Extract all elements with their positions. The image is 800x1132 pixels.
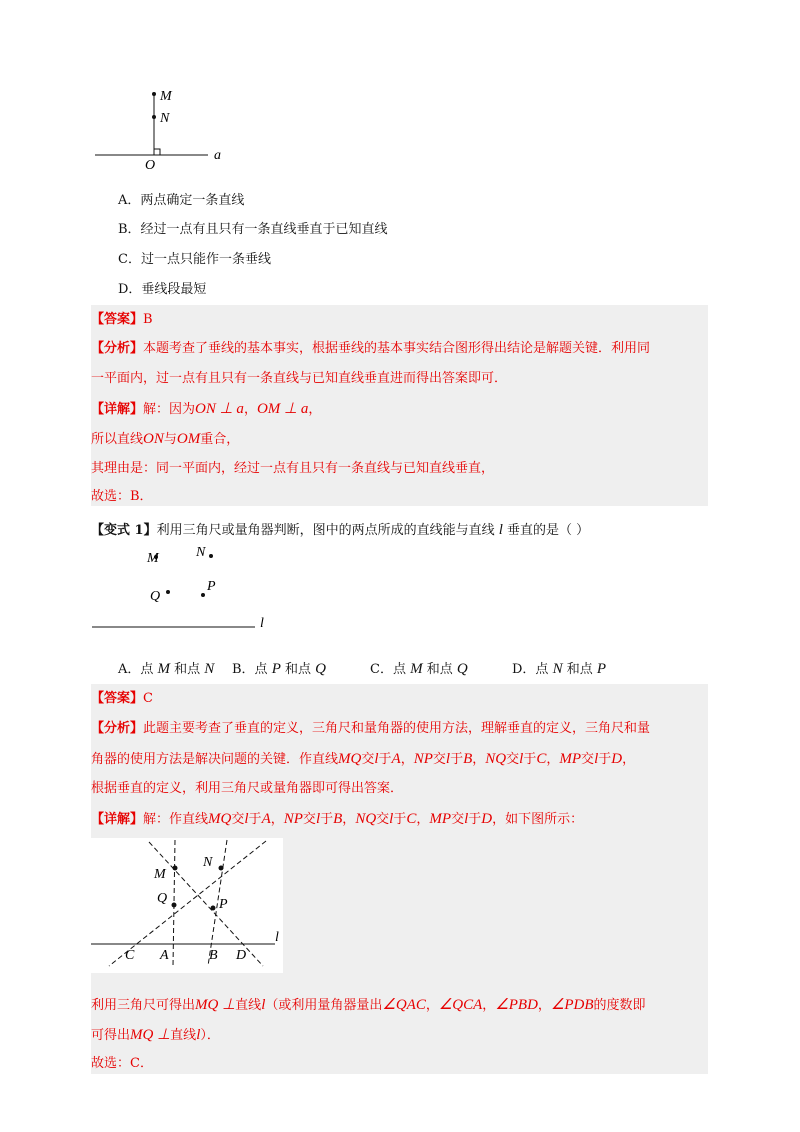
detail-line-1a: 【详解】解：因为ON ⊥ a，OM ⊥ a， (91, 401, 322, 417)
option-2b: B．点 P 和点 Q (232, 661, 326, 677)
label-m: M (147, 551, 159, 566)
label-n: N (203, 855, 213, 870)
point-n (209, 554, 213, 558)
label-m: M (154, 867, 166, 882)
label-o: O (145, 158, 156, 173)
detail-tag: 【详解】 (91, 402, 144, 417)
analysis-line-1b: 一平面内，过一点有且只有一条直线与已知直线垂直进而得出答案即可． (91, 371, 508, 386)
answer-line-2: 【答案】C (91, 691, 153, 706)
label-p: P (219, 897, 228, 912)
label-p: P (207, 579, 216, 594)
label-b: B (209, 948, 218, 963)
label-n: N (196, 545, 206, 560)
point-p (201, 593, 205, 597)
figure-perpendicular-OM (90, 85, 240, 175)
label-l: l (275, 930, 279, 945)
point-n (152, 115, 156, 119)
label-n: N (160, 111, 170, 126)
option-d: D．垂线段最短 (118, 282, 207, 297)
figure-construction (91, 838, 283, 973)
question-2-stem: 【变式 1】利用三角尺或量角器判断，图中的两点所成的直线能与直线 l 垂直的是（ ） (91, 522, 590, 538)
option-c: C．过一点只能作一条垂线 (118, 252, 271, 267)
answer-value: B (143, 312, 153, 327)
label-q: Q (150, 589, 161, 604)
analysis-line-2a: 【分析】此题主要考查了垂直的定义，三角尺和量角器的使用方法，理解垂直的定义，三角尺和量 (91, 721, 651, 736)
detail-line-1c: 其理由是：同一平面内，经过一点有且只有一条直线与已知直线垂直， (91, 461, 495, 476)
point-q (166, 590, 170, 594)
analysis-line-1a: 【分析】本题考查了垂线的基本事实，根据垂线的基本事实结合图形得出结论是解题关键．利用同 (91, 341, 651, 356)
label-a: A (160, 948, 169, 963)
point-m (173, 866, 178, 871)
figure-points-line-l (90, 540, 280, 635)
conclusion-line-b: 可得出MQ ⊥直线l）． (91, 1027, 220, 1043)
detail-line-1d: 故选：B． (91, 489, 153, 504)
point-n (219, 866, 224, 871)
conclusion-line-a: 利用三角尺可得出MQ ⊥直线l（或利用量角器量出∠QAC，∠QCA，∠PBD，∠PDB的度数即 (91, 997, 646, 1013)
detail-line-1b: 所以直线ON与OM重合， (91, 431, 240, 447)
answer-line-1 (91, 311, 153, 329)
answer-tag: 【答案】 (91, 312, 144, 327)
option-2c: C．点 M 和点 Q (370, 661, 468, 677)
option-2a: A．点 M 和点 N (118, 661, 215, 677)
label-a: a (214, 148, 221, 163)
option-2d: D．点 N 和点 P (512, 661, 607, 677)
label-m: M (160, 89, 172, 104)
option-a: A．两点确定一条直线 (118, 193, 245, 208)
analysis-tag: 【分析】 (91, 341, 144, 356)
variant-tag: 【变式 1】 (91, 523, 157, 538)
detail-line-2a: 【详解】解：作直线MQ交l于A，NP交l于B，NQ交l于C，MP交l于D，如下图所示： (91, 811, 584, 827)
final-answer-line: 故选：C． (91, 1056, 153, 1071)
point-m (152, 92, 156, 96)
label-q: Q (157, 891, 168, 906)
analysis-line-2c: 根据垂直的定义，利用三角尺或量角器即可得出答案． (91, 781, 404, 796)
point-q (172, 903, 177, 908)
analysis-line-2b: 角器的使用方法是解决问题的关键．作直线MQ交l于A，NP交l于B，NQ交l于C，MP交l于D， (91, 751, 636, 767)
point-p (211, 906, 216, 911)
label-d: D (236, 948, 247, 963)
label-c: C (125, 948, 135, 963)
option-b: B．经过一点有且只有一条直线垂直于已知直线 (118, 222, 388, 237)
label-l: l (260, 616, 264, 631)
